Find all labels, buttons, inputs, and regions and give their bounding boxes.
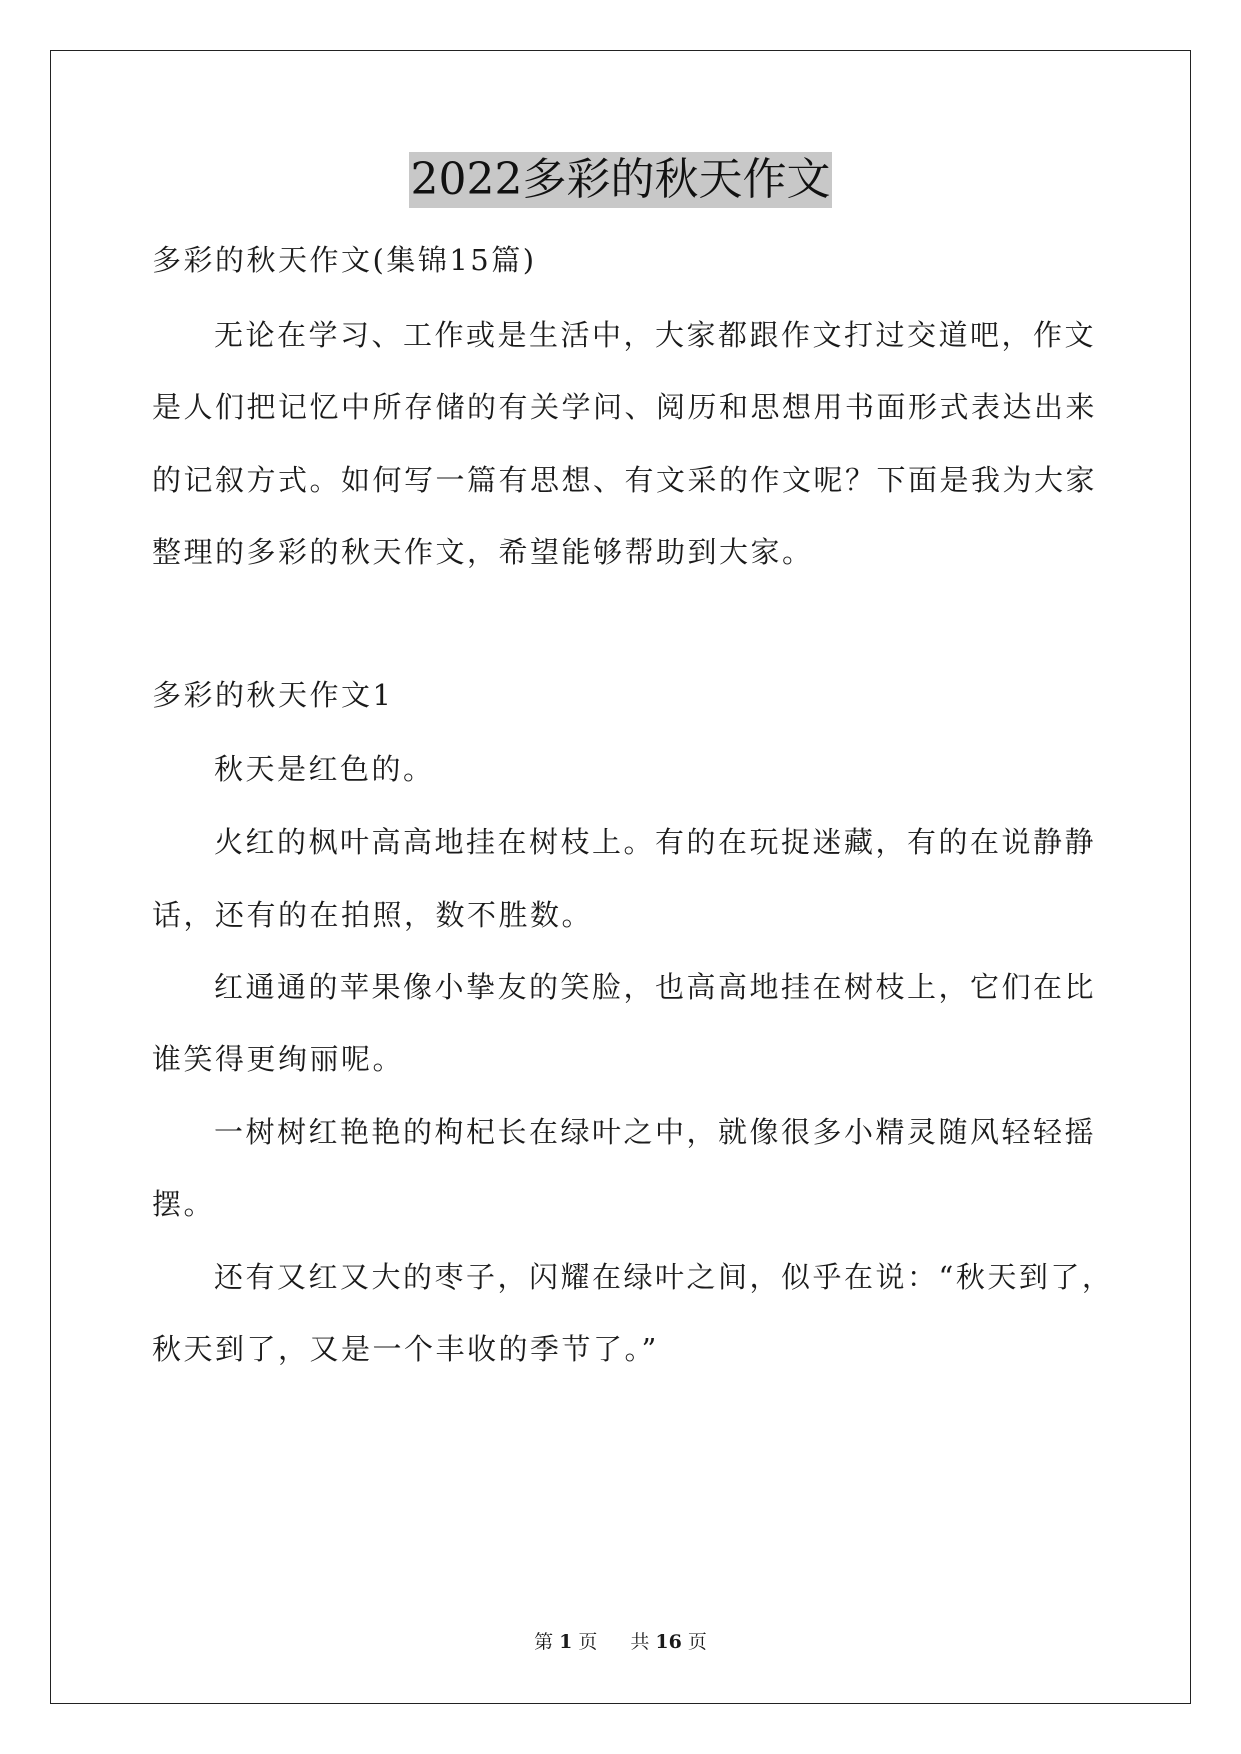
page-border [50,50,1191,1704]
body-line: 火红的枫叶高高地挂在树枝上。有的在玩捉迷藏，有的在说静静 [214,825,1097,859]
body-line: 红通通的苹果像小挚友的笑脸，也高高地挂在树枝上，它们在比 [214,970,1097,1004]
section-heading: 多彩的秋天作文1 [152,678,394,712]
body-line: 秋天是红色的。 [214,752,435,786]
intro-line: 的记叙方式。如何写一篇有思想、有文采的作文呢？下面是我为大家 [152,463,1098,497]
document-subtitle: 多彩的秋天作文(集锦15篇) [152,243,537,277]
body-line: 谁笑得更绚丽呢。 [152,1042,405,1076]
page-prefix: 第 [534,1631,554,1653]
body-line: 摆。 [152,1187,216,1221]
intro-line: 整理的多彩的秋天作文，希望能够帮助到大家。 [152,535,814,569]
page-footer [0,1630,1241,1654]
intro-line: 是人们把记忆中所存储的有关学问、阅历和思想用书面形式表达出来 [152,390,1098,424]
document-title: 2022多彩的秋天作文 [409,152,833,208]
body-line: 话，还有的在拍照，数不胜数。 [152,898,594,932]
total-count: 16 [655,1631,682,1653]
total-prefix: 共 [630,1631,650,1653]
total-suffix: 页 [687,1631,707,1653]
page-suffix: 页 [578,1631,598,1653]
intro-line: 无论在学习、工作或是生活中，大家都跟作文打过交道吧，作文 [214,318,1097,352]
title-wrap [0,152,1241,208]
page-total [627,1631,709,1653]
page-number [531,1631,600,1653]
body-line: 秋天到了，又是一个丰收的季节了。” [152,1332,659,1366]
body-line: 还有又红又大的枣子，闪耀在绿叶之间，似乎在说：“秋天到了， [214,1260,1114,1294]
body-line: 一树树红艳艳的枸杞长在绿叶之中，就像很多小精灵随风轻轻摇 [214,1115,1097,1149]
page-current: 1 [559,1631,573,1653]
